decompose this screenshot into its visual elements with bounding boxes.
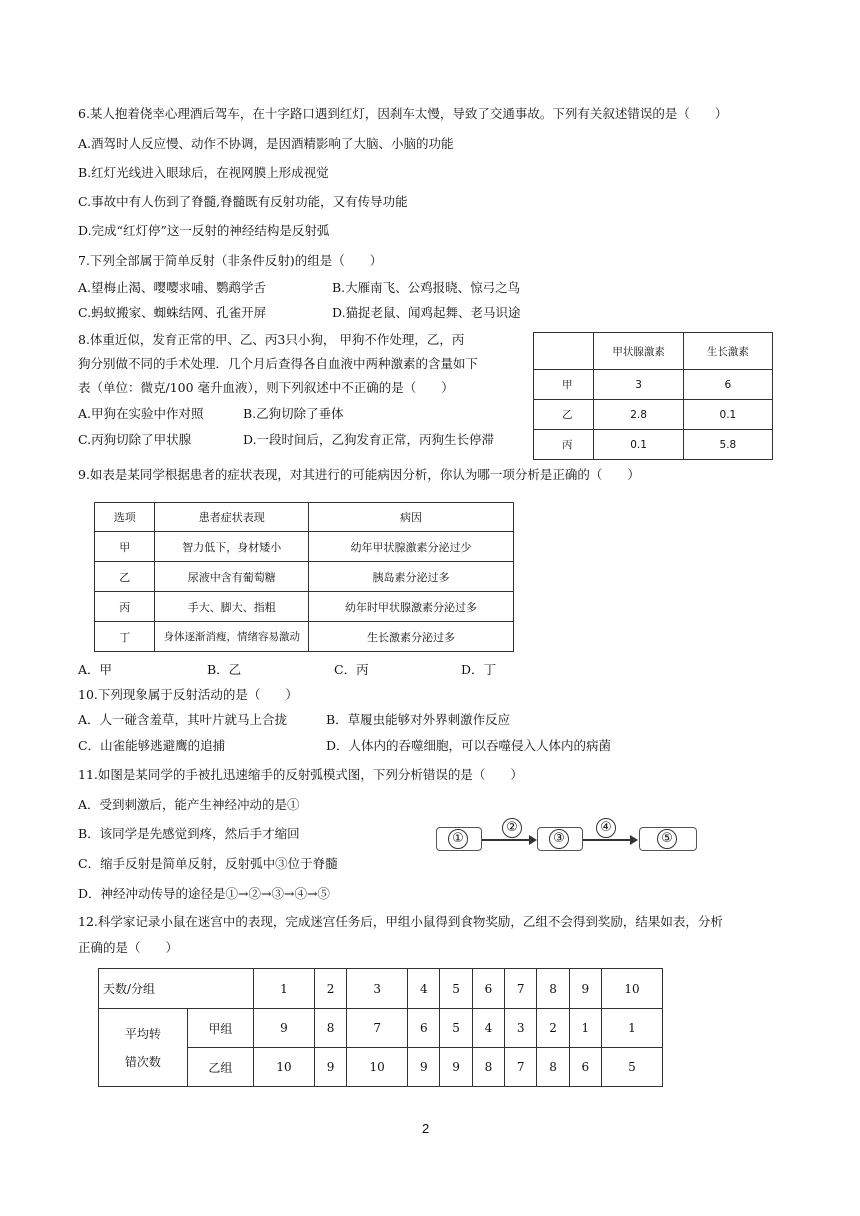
q9-option-d: D．丁 — [461, 662, 497, 677]
symptom-table-option: 甲 — [95, 532, 155, 562]
symptom-table — [94, 502, 514, 652]
receptor-box — [436, 827, 482, 851]
q7-option-b: B.大雁南飞、公鸡报晓、惊弓之鸟 — [332, 280, 521, 295]
group-b-cell: 5 — [602, 1048, 663, 1087]
q6-option-a: A.酒驾时人反应慢、动作不协调，是因酒精影响了大脑、小脑的功能 — [78, 136, 454, 151]
q8-stem-line3: 表（单位：微克/100 毫升血液），则下列叙述中不正确的是（ ） — [78, 380, 454, 395]
day-cell: 8 — [537, 969, 569, 1009]
q11-option-a: A．受到刺激后，能产生神经冲动的是① — [78, 797, 300, 812]
q11-stem: 11.如图是某同学的手被扎迅速缩手的反射弧模式图，下列分析错误的是（ ） — [78, 767, 523, 782]
q9-option-a: A．甲 — [78, 662, 113, 677]
group-b-cell: 8 — [537, 1048, 569, 1087]
hormone-table-dog: 丙 — [534, 430, 594, 460]
hormone-table — [533, 332, 773, 460]
q8-option-a: A.甲狗在实验中作对照 — [78, 406, 204, 421]
symptom-table-symptom: 尿液中含有葡萄糖 — [155, 562, 309, 592]
q7-stem: 7.下列全部属于简单反射（非条件反射)的组是（ ） — [78, 253, 383, 268]
group-a-label: 甲组 — [187, 1009, 253, 1048]
center-box — [537, 827, 583, 851]
symptom-table-row — [95, 622, 514, 652]
day-cell: 9 — [569, 969, 601, 1009]
group-a-cell: 4 — [472, 1009, 504, 1048]
group-b-cell: 6 — [569, 1048, 601, 1087]
day-cell: 2 — [314, 969, 346, 1009]
group-a-cell: 1 — [602, 1009, 663, 1048]
maze-table — [98, 968, 663, 1087]
symptom-table-header-symptom: 患者症状表现 — [155, 503, 309, 532]
arrow-shaft-2 — [583, 839, 635, 841]
q10-option-b: B．草履虫能够对外界刺激作反应 — [326, 712, 511, 727]
q10-option-a: A．人一碰含羞草，其叶片就马上合拢 — [78, 712, 288, 727]
hormone-table-cell: 2.8 — [594, 400, 683, 430]
hormone-table-row — [534, 400, 773, 430]
hormone-table-corner — [534, 333, 594, 370]
q7-option-a: A.望梅止渴、嘤嘤求哺、鹦鹉学舌 — [78, 280, 267, 295]
page-number: 2 — [422, 1121, 430, 1136]
group-a-cell: 3 — [505, 1009, 537, 1048]
hormone-table-row — [534, 430, 773, 460]
group-a-cell: 9 — [254, 1009, 315, 1048]
group-a-cell: 6 — [408, 1009, 440, 1048]
q6-stem: 6.某人抱着侥幸心理酒后驾车，在十字路口遇到红灯，因刹车太慢，导致了交通事故。下列有关叙述错误的是（ ） — [78, 106, 728, 121]
q8-option-b: B.乙狗切除了垂体 — [243, 406, 344, 421]
q10-option-d: D．人体内的吞噬细胞，可以吞噬侵入人体内的病菌 — [326, 738, 612, 753]
day-cell: 6 — [472, 969, 504, 1009]
group-a-cell: 7 — [347, 1009, 408, 1048]
hormone-table-cell: 3 — [594, 370, 683, 400]
group-a-cell: 5 — [440, 1009, 472, 1048]
q6-option-c: C.事故中有人伤到了脊髓,脊髓既有反射功能，又有传导功能 — [78, 194, 408, 209]
group-b-cell: 9 — [314, 1048, 346, 1087]
q8-option-c: C.丙狗切除了甲状腺 — [78, 432, 192, 447]
node-1-label: ① — [448, 829, 468, 849]
group-b-cell: 9 — [440, 1048, 472, 1087]
hormone-table-header-thyroid: 甲状腺激素 — [594, 333, 683, 370]
maze-row-label-line1: 平均转 — [124, 1026, 161, 1041]
q9-option-c: C．丙 — [334, 662, 369, 677]
maze-table-row-label — [99, 1009, 188, 1087]
group-b-cell: 8 — [472, 1048, 504, 1087]
symptom-table-row — [95, 532, 514, 562]
q11-option-c: C．缩手反射是简单反射，反射弧中③位于脊髓 — [78, 856, 338, 871]
group-a-cell: 8 — [314, 1009, 346, 1048]
reflex-arc-diagram — [436, 818, 700, 858]
maze-table-corner: 天数/分组 — [99, 969, 254, 1009]
symptom-table-option: 乙 — [95, 562, 155, 592]
group-b-cell: 10 — [347, 1048, 408, 1087]
symptom-table-option: 丁 — [95, 622, 155, 652]
symptom-table-option: 丙 — [95, 592, 155, 622]
day-cell: 5 — [440, 969, 472, 1009]
q10-option-c: C．山雀能够逃避鹰的追捕 — [78, 738, 226, 753]
symptom-table-symptom: 手大、脚大、指粗 — [155, 592, 309, 622]
arrow-head-1 — [529, 835, 537, 845]
effector-box — [639, 827, 697, 851]
q9-option-b: B．乙 — [207, 662, 242, 677]
node-4-label: ④ — [596, 818, 616, 838]
symptom-table-cause: 幼年时甲状腺激素分泌过多 — [309, 592, 514, 622]
q11-option-b: B．该同学是先感觉到疼，然后手才缩回 — [78, 826, 300, 841]
day-cell: 3 — [347, 969, 408, 1009]
hormone-table-cell: 5.8 — [683, 430, 772, 460]
day-cell: 7 — [505, 969, 537, 1009]
day-cell: 1 — [254, 969, 315, 1009]
symptom-table-header-option: 选项 — [95, 503, 155, 532]
arrow-head-2 — [630, 835, 638, 845]
arrow-shaft-1 — [482, 839, 534, 841]
symptom-table-cause: 幼年甲状腺激素分泌过少 — [309, 532, 514, 562]
hormone-table-row — [534, 370, 773, 400]
hormone-table-dog: 乙 — [534, 400, 594, 430]
hormone-table-cell: 6 — [683, 370, 772, 400]
symptom-table-cause: 胰岛素分泌过多 — [309, 562, 514, 592]
node-2-label: ② — [502, 818, 522, 838]
hormone-table-header — [534, 333, 773, 370]
q11-option-d: D．神经冲动传导的途径是①→②→③→④→⑤ — [78, 886, 330, 901]
q8-stem-line2: 狗分别做不同的手术处理．几个月后查得各自血液中两种激素的含量如下 — [78, 356, 479, 371]
q6-option-b: B.红灯光线进入眼球后，在视网膜上形成视觉 — [78, 165, 329, 180]
maze-row-label-line2: 错次数 — [124, 1054, 161, 1069]
symptom-table-header-cause: 病因 — [309, 503, 514, 532]
group-b-cell: 9 — [408, 1048, 440, 1087]
symptom-table-header — [95, 503, 514, 532]
symptom-table-row — [95, 562, 514, 592]
q8-option-d: D.一段时间后，乙狗发育正常，丙狗生长停滞 — [243, 432, 495, 447]
q12-stem-line2: 正确的是（ ） — [78, 940, 179, 955]
q8-stem-line1: 8.体重近似，发育正常的甲、乙、丙3只小狗， 甲狗不作处理，乙，丙 — [78, 332, 465, 347]
q6-option-d: D.完成“红灯停”这一反射的神经结构是反射弧 — [78, 223, 330, 238]
day-cell: 10 — [602, 969, 663, 1009]
group-a-cell: 2 — [537, 1009, 569, 1048]
hormone-table-cell: 0.1 — [683, 400, 772, 430]
q7-option-c: C.蚂蚁搬家、蜘蛛结网、孔雀开屏 — [78, 305, 267, 320]
group-b-cell: 7 — [505, 1048, 537, 1087]
hormone-table-dog: 甲 — [534, 370, 594, 400]
maze-table-header — [99, 969, 663, 1009]
symptom-table-row — [95, 592, 514, 622]
symptom-table-symptom: 智力低下，身材矮小 — [155, 532, 309, 562]
hormone-table-header-growth: 生长激素 — [683, 333, 772, 370]
maze-table-row-group-a — [99, 1009, 663, 1048]
day-cell: 4 — [408, 969, 440, 1009]
hormone-table-cell: 0.1 — [594, 430, 683, 460]
symptom-table-cause: 生长激素分泌过多 — [309, 622, 514, 652]
node-5-label: ⑤ — [657, 829, 677, 849]
group-b-cell: 10 — [254, 1048, 315, 1087]
node-3-label: ③ — [549, 829, 569, 849]
group-a-cell: 1 — [569, 1009, 601, 1048]
q7-option-d: D.猫捉老鼠、闻鸡起舞、老马识途 — [332, 305, 521, 320]
q10-stem: 10.下列现象属于反射活动的是（ ） — [78, 687, 298, 702]
group-b-label: 乙组 — [187, 1048, 253, 1087]
q12-stem-line1: 12.科学家记录小鼠在迷宫中的表现，完成迷宫任务后，甲组小鼠得到食物奖励，乙组不会得到奖励，结果如表，分析 — [78, 914, 723, 929]
symptom-table-symptom: 身体逐渐消瘦，情绪容易激动 — [155, 622, 309, 652]
q9-stem: 9.如表是某同学根据患者的症状表现，对其进行的可能病因分析，你认为哪一项分析是正确的（ ） — [78, 467, 640, 482]
